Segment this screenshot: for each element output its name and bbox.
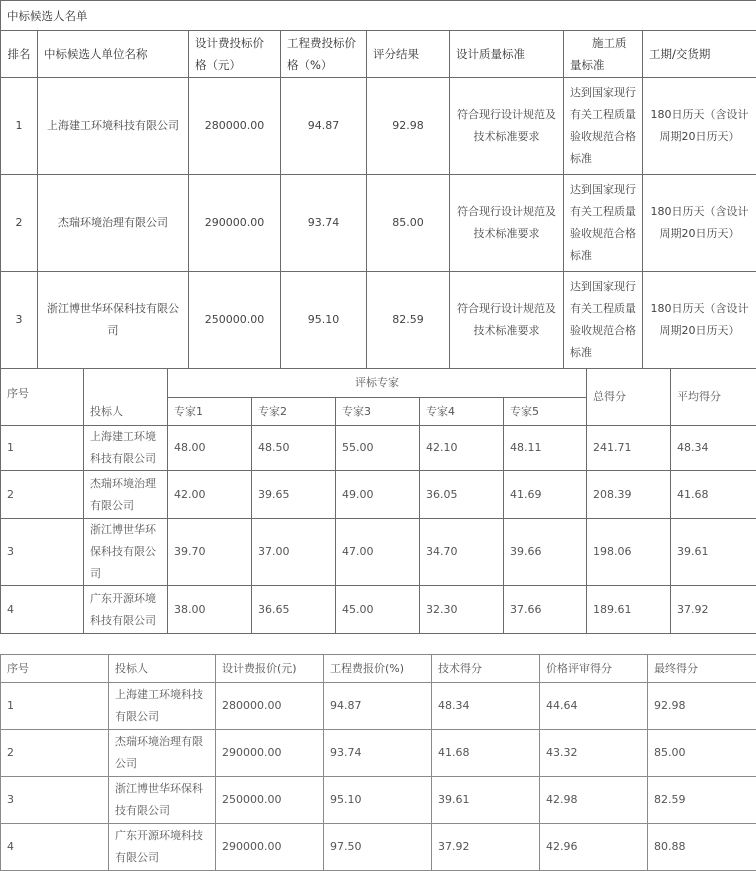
- design-quality: 符合现行设计规范及技术标准要求: [450, 272, 564, 369]
- expert-score: 49.00: [336, 471, 420, 519]
- rank: 3: [1, 272, 38, 369]
- bidder: 广东开源环境科技有限公司: [109, 824, 216, 871]
- table-title-row: [1, 1, 756, 31]
- table-row: [1, 78, 756, 175]
- period: 180日历天（含设计周期20日历天）: [643, 78, 756, 175]
- design-fee: 250000.00: [216, 777, 324, 824]
- expert-score: 39.70: [168, 519, 252, 586]
- company-name: 上海建工环境科技有限公司: [38, 78, 189, 175]
- price-score: 42.98: [540, 777, 648, 824]
- header-rank: 排名: [1, 31, 38, 78]
- eng-fee: 94.87: [281, 78, 367, 175]
- header-score: 评分结果: [367, 31, 450, 78]
- header-period: 工期/交货期: [643, 31, 756, 78]
- seq: 4: [1, 586, 84, 634]
- header-total: 总得分: [587, 369, 671, 426]
- period: 180日历天（含设计周期20日历天）: [643, 272, 756, 369]
- tech-score: 48.34: [432, 683, 540, 730]
- expert-scores-table: [0, 368, 756, 634]
- table-title: 中标候选人名单: [1, 1, 756, 31]
- final-score: 82.59: [648, 777, 756, 824]
- header-seq: 序号: [1, 655, 109, 683]
- tech-score: 37.92: [432, 824, 540, 871]
- header-expert-5: 专家5: [504, 398, 587, 426]
- total-score: 241.71: [587, 426, 671, 471]
- tech-score: 41.68: [432, 730, 540, 777]
- header-tech-score: 技术得分: [432, 655, 540, 683]
- table-row: [1, 586, 756, 634]
- bidder: 广东开源环境科技有限公司: [84, 586, 168, 634]
- eng-fee: 95.10: [281, 272, 367, 369]
- header-design-fee: 设计费投标价格（元）: [189, 31, 281, 78]
- rank: 1: [1, 78, 38, 175]
- tech-score: 39.61: [432, 777, 540, 824]
- table-row: [1, 730, 756, 777]
- total-score: 208.39: [587, 471, 671, 519]
- eng-fee: 93.74: [281, 175, 367, 272]
- table-row: [1, 683, 756, 730]
- header-row: [1, 369, 756, 398]
- table-row: [1, 175, 756, 272]
- design-fee: 280000.00: [189, 78, 281, 175]
- header-seq: 序号: [1, 369, 84, 426]
- table-row: [1, 426, 756, 471]
- seq: 1: [1, 683, 109, 730]
- header-construction-quality: 施工质量标准: [564, 31, 643, 78]
- expert-score: 48.11: [504, 426, 587, 471]
- header-expert-3: 专家3: [336, 398, 420, 426]
- header-name: 中标候选人单位名称: [38, 31, 189, 78]
- expert-score: 36.05: [420, 471, 504, 519]
- bidder: 杰瑞环境治理有限公司: [109, 730, 216, 777]
- expert-score: 37.66: [504, 586, 587, 634]
- total-score: 198.06: [587, 519, 671, 586]
- expert-score: 45.00: [336, 586, 420, 634]
- design-fee: 280000.00: [216, 683, 324, 730]
- expert-score: 55.00: [336, 426, 420, 471]
- final-score: 92.98: [648, 683, 756, 730]
- header-price-score: 价格评审得分: [540, 655, 648, 683]
- header-expert-1: 专家1: [168, 398, 252, 426]
- expert-score: 38.00: [168, 586, 252, 634]
- table-row: [1, 519, 756, 586]
- seq: 3: [1, 519, 84, 586]
- final-score: 85.00: [648, 730, 756, 777]
- design-quality: 符合现行设计规范及技术标准要求: [450, 175, 564, 272]
- eng-fee: 94.87: [324, 683, 432, 730]
- expert-score: 32.30: [420, 586, 504, 634]
- header-expert-2: 专家2: [252, 398, 336, 426]
- price-score: 42.96: [540, 824, 648, 871]
- rank: 2: [1, 175, 38, 272]
- average-score: 48.34: [671, 426, 756, 471]
- bidder: 浙江博世华环保科技有限公司: [84, 519, 168, 586]
- construction-quality: 达到国家现行有关工程质量验收规范合格标准: [564, 78, 643, 175]
- header-eng-fee: 工程费投标价格（%）: [281, 31, 367, 78]
- average-score: 39.61: [671, 519, 756, 586]
- average-score: 41.68: [671, 471, 756, 519]
- design-quality: 符合现行设计规范及技术标准要求: [450, 78, 564, 175]
- header-experts-group: 评标专家: [168, 369, 587, 398]
- expert-score: 48.00: [168, 426, 252, 471]
- expert-score: 42.00: [168, 471, 252, 519]
- expert-score: 36.65: [252, 586, 336, 634]
- table-row: [1, 272, 756, 369]
- seq: 2: [1, 730, 109, 777]
- table-row: [1, 471, 756, 519]
- construction-quality: 达到国家现行有关工程质量验收规范合格标准: [564, 272, 643, 369]
- expert-score: 39.66: [504, 519, 587, 586]
- header-average: 平均得分: [671, 369, 756, 426]
- bidder: 杰瑞环境治理有限公司: [84, 471, 168, 519]
- expert-score: 47.00: [336, 519, 420, 586]
- header-eng-fee: 工程费报价(%): [324, 655, 432, 683]
- header-bidder: 投标人: [109, 655, 216, 683]
- header-design-fee: 设计费报价(元): [216, 655, 324, 683]
- table-row: [1, 777, 756, 824]
- seq: 2: [1, 471, 84, 519]
- final-score: 80.88: [648, 824, 756, 871]
- design-fee: 250000.00: [189, 272, 281, 369]
- bidder: 上海建工环境科技有限公司: [109, 683, 216, 730]
- header-bidder: 投标人: [84, 369, 168, 426]
- total-score: 189.61: [587, 586, 671, 634]
- design-fee: 290000.00: [189, 175, 281, 272]
- eng-fee: 97.50: [324, 824, 432, 871]
- bidder: 浙江博世华环保科技有限公司: [109, 777, 216, 824]
- seq: 4: [1, 824, 109, 871]
- company-name: 杰瑞环境治理有限公司: [38, 175, 189, 272]
- average-score: 37.92: [671, 586, 756, 634]
- header-final-score: 最终得分: [648, 655, 756, 683]
- period: 180日历天（含设计周期20日历天）: [643, 175, 756, 272]
- expert-score: 42.10: [420, 426, 504, 471]
- seq: 1: [1, 426, 84, 471]
- design-fee: 290000.00: [216, 824, 324, 871]
- header-row: [1, 31, 756, 78]
- bidder: 上海建工环境科技有限公司: [84, 426, 168, 471]
- score: 82.59: [367, 272, 450, 369]
- table-row: [1, 824, 756, 871]
- header-row: [1, 655, 756, 683]
- eng-fee: 93.74: [324, 730, 432, 777]
- eng-fee: 95.10: [324, 777, 432, 824]
- expert-score: 39.65: [252, 471, 336, 519]
- expert-score: 41.69: [504, 471, 587, 519]
- expert-score: 48.50: [252, 426, 336, 471]
- score: 92.98: [367, 78, 450, 175]
- price-score: 44.64: [540, 683, 648, 730]
- header-design-quality: 设计质量标准: [450, 31, 564, 78]
- final-scores-table: [0, 654, 756, 871]
- expert-score: 37.00: [252, 519, 336, 586]
- expert-score: 34.70: [420, 519, 504, 586]
- candidates-table: [0, 0, 756, 369]
- seq: 3: [1, 777, 109, 824]
- header-expert-4: 专家4: [420, 398, 504, 426]
- price-score: 43.32: [540, 730, 648, 777]
- company-name: 浙江博世华环保科技有限公司: [38, 272, 189, 369]
- construction-quality: 达到国家现行有关工程质量验收规范合格标准: [564, 175, 643, 272]
- design-fee: 290000.00: [216, 730, 324, 777]
- score: 85.00: [367, 175, 450, 272]
